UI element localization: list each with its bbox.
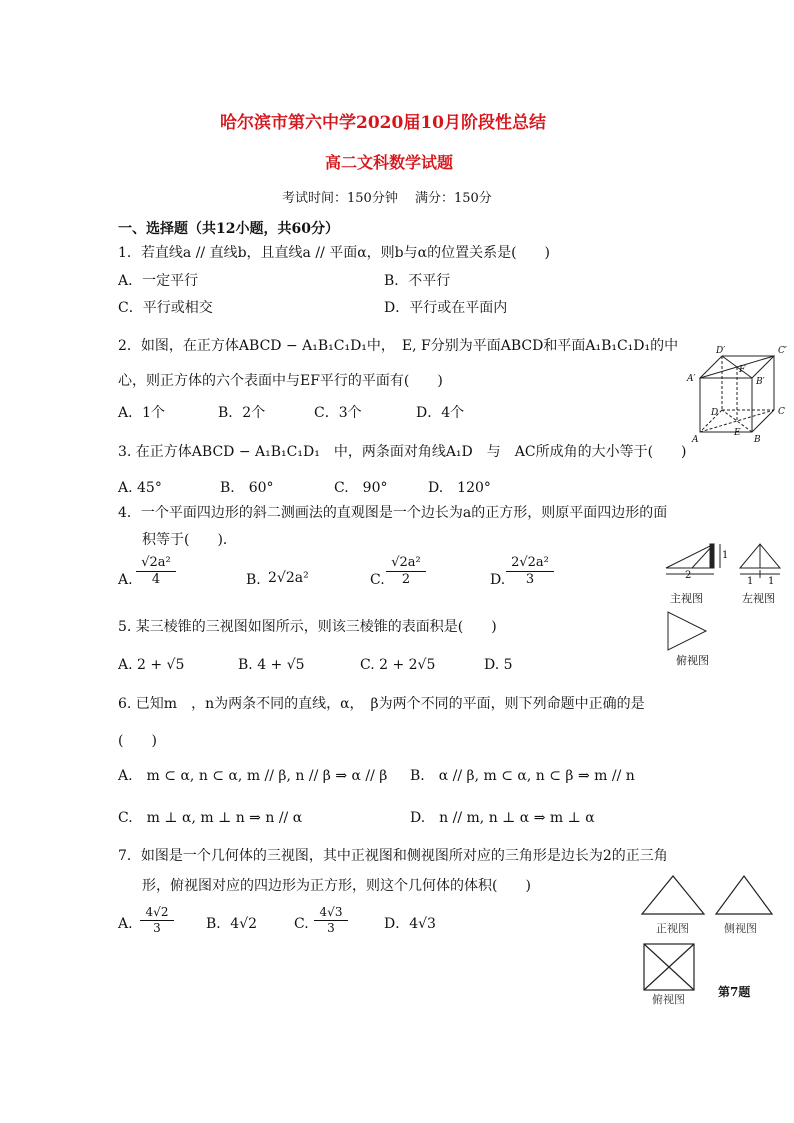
q5-option-d: D. 5	[484, 657, 513, 673]
cube-label-e: E	[734, 428, 741, 438]
q5-option-b: B. 4 + √5	[238, 657, 305, 673]
q5-dim-1b: 1	[768, 576, 775, 587]
q7-c-numerator: 4√3	[314, 905, 348, 921]
q4-option-c-fraction	[386, 555, 426, 587]
q5-dim-1: 1	[722, 550, 729, 561]
q4-option-d-label: D.	[490, 572, 506, 588]
q5-option-c: C. 2 + 2√5	[360, 657, 436, 673]
q4-c-denominator: 2	[401, 572, 411, 587]
q7-a-denominator: 3	[153, 921, 161, 935]
q7-option-c-fraction	[314, 905, 348, 935]
q5-main-view-label: 主视图	[670, 592, 703, 605]
q4-stem-line1: 4．一个平面四边形的斜二测画法的直观图是一个边长为a的正方形，则原平面四边形的面	[118, 505, 668, 521]
cube-label-a: A	[692, 435, 699, 445]
q7-front-view-label: 正视图	[656, 922, 689, 935]
q6-option-b: B. α // β, m ⊂ α, n ⊂ β ⇒ m // n	[410, 768, 635, 784]
q6-stem-line2: ( )	[118, 733, 157, 749]
q4-a-denominator: 4	[151, 572, 161, 587]
q1-option-b: B．不平行	[384, 273, 451, 289]
cube-label-d: D	[711, 408, 719, 418]
q5-dim-2: 2	[685, 570, 692, 581]
q2-option-a: A．1个	[118, 405, 166, 421]
q2-option-b: B．2个	[218, 405, 266, 421]
q4-option-a-fraction	[136, 555, 176, 587]
q7-figure-caption: 第7题	[718, 985, 751, 999]
q4-a-numerator: √2a²	[136, 555, 176, 572]
q4-stem-line2: 积等于( )．	[142, 532, 237, 548]
cube-label-bprime: B′	[756, 377, 765, 387]
q3-option-d: D. 120°	[428, 480, 491, 496]
q2-cube-figure	[686, 342, 794, 454]
q4-option-b-label: B.	[246, 572, 261, 588]
q4-option-a-label: A.	[118, 572, 133, 588]
cube-label-aprime: A′	[687, 374, 696, 384]
cube-label-c: C	[778, 407, 785, 417]
q7-stem-line2: 形，俯视图对应的四边形为正方形，则这个几何体的体积( )	[142, 878, 531, 894]
q2-option-c: C．3个	[314, 405, 362, 421]
cube-label-f: F	[739, 365, 746, 375]
q4-option-d-fraction	[506, 555, 554, 587]
q4-d-denominator: 3	[525, 572, 535, 587]
page-subtitle: 高二文科数学试题	[325, 153, 454, 172]
q3-option-b: B. 60°	[220, 480, 274, 496]
q7-option-d: D．4√3	[384, 916, 436, 932]
q2-option-d: D．4个	[416, 405, 465, 421]
q5-option-a: A. 2 + √5	[118, 657, 185, 673]
q5-top-view-label: 俯视图	[676, 654, 709, 667]
q5-left-view-label: 左视图	[742, 592, 775, 605]
q3-option-a: A. 45°	[118, 480, 162, 496]
q7-c-denominator: 3	[327, 921, 335, 935]
q3-option-c: C. 90°	[334, 480, 388, 496]
q4-option-b-value: 2√2a²	[268, 570, 309, 586]
q1-option-a: A．一定平行	[118, 273, 199, 289]
q6-option-d: D. n // m, n ⊥ α ⇒ m ⊥ α	[410, 810, 595, 826]
q7-side-view-label: 侧视图	[724, 922, 757, 935]
cube-label-dprime: D′	[716, 346, 726, 356]
q4-option-c-label: C.	[370, 572, 385, 588]
q7-a-numerator: 4√2	[140, 905, 174, 921]
q7-stem-line1: 7．如图是一个几何体的三视图，其中正视图和侧视图所对应的三角形是边长为2的正三角	[118, 848, 668, 864]
q7-option-c-label: C.	[294, 916, 309, 932]
q7-option-a-label: A.	[118, 916, 133, 932]
q1-option-d: D．平行或在平面内	[384, 300, 508, 316]
q1-option-c: C．平行或相交	[118, 300, 213, 316]
q5-stem: 5. 某三棱锥的三视图如图所示，则该三棱锥的表面积是( )	[118, 619, 497, 635]
q1-stem: 1．若直线a // 直线b，且直线a // 平面α，则b与α的位置关系是( )	[118, 245, 551, 261]
section-heading: 一、选择题（共12小题，共60分）	[118, 221, 339, 237]
q7-option-a-fraction	[140, 905, 174, 935]
q7-option-b: B．4√2	[206, 916, 258, 932]
cube-label-cprime: C′	[778, 346, 787, 356]
q6-option-c: C. m ⊥ α, m ⊥ n ⇒ n // α	[118, 810, 303, 826]
q4-c-numerator: √2a²	[386, 555, 426, 572]
q4-d-numerator: 2√2a²	[506, 555, 554, 572]
q6-stem-line1: 6. 已知m ，n为两条不同的直线，α， β为两个不同的平面，则下列命题中正确的是	[118, 696, 645, 712]
q5-dim-1a: 1	[747, 576, 754, 587]
q7-top-view-label: 俯视图	[652, 993, 685, 1006]
page-title: 哈尔滨市第六中学2020届10月阶段性总结	[220, 113, 546, 133]
q6-option-a: A. m ⊂ α, n ⊂ α, m // β, n // β ⇒ α // β	[118, 768, 388, 784]
q7-three-views-figure	[636, 872, 792, 1012]
exam-info: 考试时间：150分钟 满分：150分	[282, 191, 492, 206]
q2-stem-line1: 2．如图，在正方体ABCD − A₁B₁C₁D₁中， E, F分别为平面ABCD和平面A₁B₁C₁D₁的中	[118, 338, 679, 354]
q2-stem-line2: 心，则正方体的六个表面中与EF平行的平面有( )	[118, 373, 443, 389]
q3-stem: 3. 在正方体ABCD − A₁B₁C₁D₁ 中，两条面对角线A₁D 与 AC所成角的大小等于( )	[118, 444, 687, 460]
q5-three-views-figure	[660, 540, 792, 670]
cube-label-b: B	[754, 435, 761, 445]
